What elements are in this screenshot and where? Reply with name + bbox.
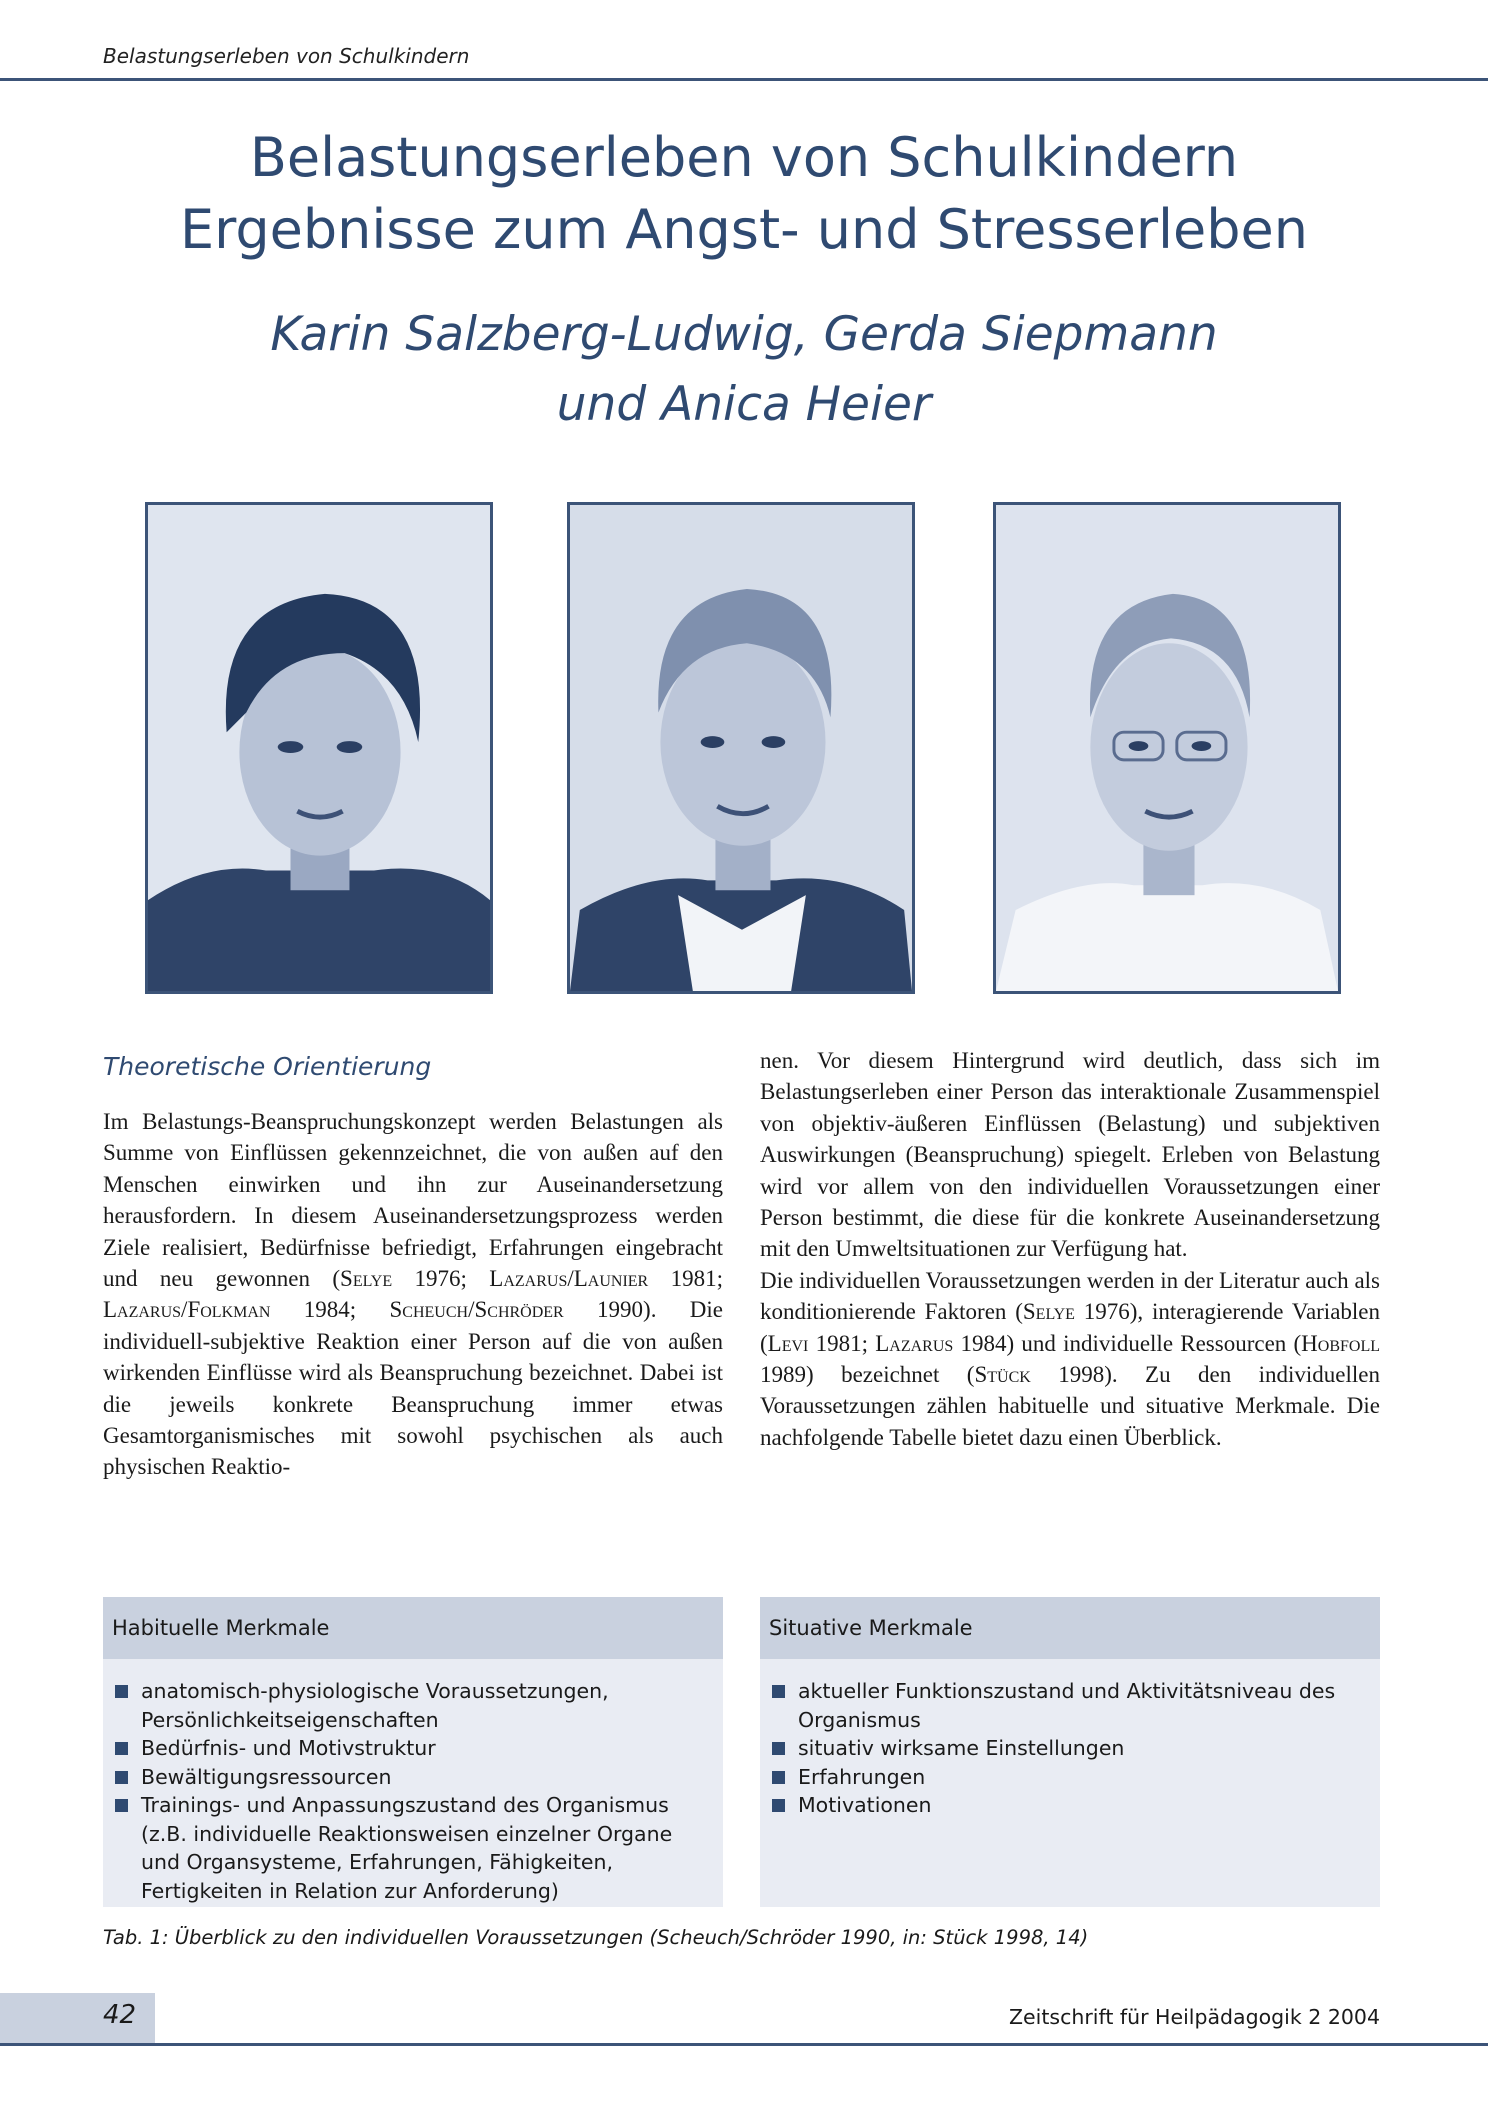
right-column-text: [760, 1045, 1380, 1453]
table-situative-merkmale: [760, 1597, 1380, 1907]
running-head: Belastungserleben von Schulkindern: [103, 44, 470, 68]
list-item: Trainings- und Anpassungszustand des Organismus (z.B. individuelle Reaktionsweisen einzelner Organe und Organsysteme, Erfahrungen, Fähigkeiten, Fertigkeiten in Relation zur Anforderung): [141, 1791, 713, 1905]
habituelle-list: [103, 1659, 723, 1905]
square-bullet-icon: [772, 1799, 785, 1812]
table-caption: Tab. 1: Überblick zu den individuellen Voraussetzungen (Scheuch/Schröder 1990, in: Stück 1998, 14): [103, 1926, 1089, 1949]
list-item: Bewältigungsressourcen: [141, 1763, 713, 1792]
list-item: anatomisch-physiologische Voraussetzungen, Persönlichkeitseigenschaften: [141, 1677, 713, 1734]
author-photo-1: [145, 502, 493, 994]
list-item: Erfahrungen: [798, 1763, 1370, 1792]
article-authors: [0, 300, 1488, 440]
table-habituelle-merkmale: [103, 1597, 723, 1907]
right-paragraph-2: Die individuellen Voraussetzungen werden in der Literatur auch als konditionierende Faktoren (Selye 1976), interagierende Variablen (Levi 1981; Lazarus 1984) und individuelle Ressourcen (Hobfoll 1989) bezeichnet (Stück 1998). Zu den individuellen Voraussetzungen zählen habituelle und situative Merkmale. Die nachfolgende Tabelle bietet dazu einen Überblick.: [760, 1267, 1381, 1450]
top-rule: [0, 78, 1488, 81]
square-bullet-icon: [772, 1685, 785, 1698]
article-title: [0, 122, 1488, 266]
title-line-1: Belastungserleben von Schulkindern: [249, 126, 1239, 189]
authors-line-2: und Anica Heier: [556, 377, 932, 432]
square-bullet-icon: [115, 1799, 128, 1812]
square-bullet-icon: [115, 1771, 128, 1784]
authors-line-1: Karin Salzberg-Ludwig, Gerda Siepmann: [270, 307, 1218, 362]
bottom-rule: [0, 2043, 1488, 2046]
right-paragraph-1: nen. Vor diesem Hintergrund wird deutlich, dass sich im Belastungserleben einer Person das interaktionale Zusammenspiel von objektiv-äußeren Einflüssen (Belastung) und subjektiven Auswirkungen (Beanspruchung) spiegelt. Erleben von Belastung wird vor allem von den individuellen Voraussetzungen einer Person bestimmt, die diese für die konkrete Auseinandersetzung mit den Umweltsituationen zur Verfügung hat.: [760, 1048, 1380, 1262]
journal-name: Zeitschrift für Heilpädagogik 2 2004: [1009, 2005, 1380, 2029]
page-number: 42: [103, 2000, 137, 2030]
list-item: Bedürfnis- und Motivstruktur: [141, 1734, 713, 1763]
list-item: situativ wirksame Einstellungen: [798, 1734, 1370, 1763]
square-bullet-icon: [772, 1771, 785, 1784]
left-column-text: [103, 1106, 723, 1483]
author-photo-2: [567, 502, 915, 994]
section-heading: Theoretische Orientierung: [103, 1052, 432, 1081]
table-header-habituelle: Habituelle Merkmale: [103, 1597, 723, 1659]
situative-list: [760, 1659, 1380, 1820]
title-line-2: Ergebnisse zum Angst- und Stresserleben: [180, 198, 1308, 261]
square-bullet-icon: [772, 1742, 785, 1755]
author-photo-3: [993, 502, 1341, 994]
left-paragraph: Im Belastungs-Beanspruchungskonzept werden Belastungen als Summe von Einflüssen gekennzeichnet, die von außen auf den Menschen einwirken und ihn zur Auseinandersetzung herausfordern. In diesem Auseinandersetzungsprozess werden Ziele realisiert, Bedürfnisse befriedigt, Erfahrungen eingebracht und neu gewonnen (Selye 1976; Lazarus/Launier 1981; Lazarus/Folkman 1984; Scheuch/Schröder 1990). Die individuell-subjektive Reaktion einer Person auf die von außen wirkenden Einflüsse wird als Beanspruchung bezeichnet. Dabei ist die jeweils konkrete Beanspruchung immer etwas Gesamtorganismisches mit sowohl psychischen als auch physischen Reaktio-: [103, 1109, 724, 1480]
square-bullet-icon: [115, 1742, 128, 1755]
list-item: Motivationen: [798, 1791, 1370, 1820]
table-header-situative: Situative Merkmale: [760, 1597, 1380, 1659]
list-item: aktueller Funktionszustand und Aktivitätsniveau des Organismus: [798, 1677, 1370, 1734]
square-bullet-icon: [115, 1685, 128, 1698]
